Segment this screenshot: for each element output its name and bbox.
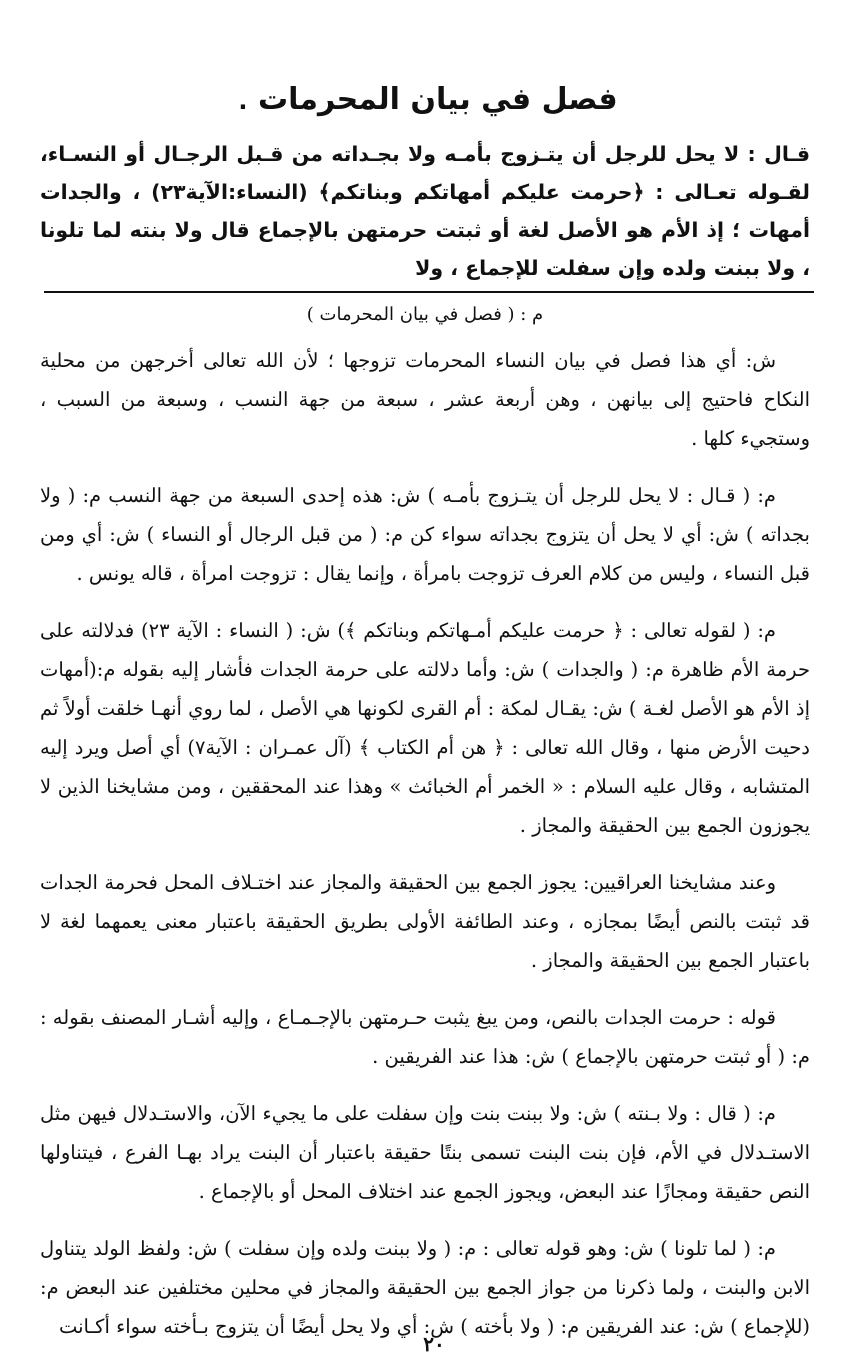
title-mark: . [238,87,248,115]
commentary-paragraph-6: م: ( قال : ولا بـنته ) ش: ولا ببنت بنت وإن سفلت على ما يجيء الآن، والاستـدلال فيهن مثل الاستـدلال في الأم، فإن بنت البنت تسمى بنتًا حقيقة باعتبار أن البنت يراد بهـا الفرع ، فيتناولها النص حقيقة ومجازًا عند البعض، ويجوز الجمع عند اختلاف المحل أو بالإجماع . [40,1102,810,1203]
commentary-paragraph-7: م: ( لما تلونا ) ش: وهو قوله تعالى : م: ( ولا ببنت ولده وإن سفلت ) ش: ولفظ الولد يتناول الابن والبنت ، ولما ذكرنا من جواز الجمع بين الحقيقة والمجاز في محلين مختلفين عند البعض م: (للإجماع ) ش: عند الفريقين م: ( ولا بأخته ) ش: أي ولا يحل أيضًا أن يتزوج بـأخته سواء أكـانت [40,1237,810,1338]
page-number: ٢٠ [423,1332,445,1356]
commentary-paragraph-4: وعند مشايخنا العراقيين: يجوز الجمع بين الحقيقة والمجاز عند اختـلاف المحل فحرمة الجدات قد ثبتت بالنص أيضًا بمجازه ، وعند الطائفة الأولى بطريق الحقيقة باعتبار معنى يعمهما لغة لا باعتبار الجمع بين الحقيقة والمجاز . [40,871,810,972]
matn-divider [44,291,814,293]
page-body [40,78,810,1364]
commentary-paragraph-5: قوله : حرمت الجدات بالنص، ومن يبغ يثبت حـرمتهن بالإجـمـاع ، وإليه أشـار المصنف بقوله : م: ( أو ثبتت حرمتهن بالإجماع ) ش: هذا عند الفريقين . [40,1006,810,1068]
commentary-subtitle: م : ( فصل في بيان المحرمات ) [306,304,544,325]
section-title [40,78,810,123]
commentary-paragraph-2: م: ( قـال : لا يحل للرجل أن يتـزوج بأمـه ) ش: هذه إحدى السبعة من جهة النسب م: ( ولا بجداته ) ش: أي لا يحل أن يتزوج بجداته سواء كن م: ( من قبل الرجال أو النساء ) ش: أي ومن قبل النساء ، وليس من كلام العرف تزوجت بامرأة ، وإنما يقال : تزوجت امرأة ، قاله يونس . [40,484,810,585]
commentary-paragraph-1: ش: أي هذا فصل في بيان النساء المحرمات تزوجها ؛ لأن الله تعالى أخرجهن من محلية النكاح فاحتيج إلى بيانهن ، وهن أربعة عشر ، سبعة من جهة النسب ، وسبعة من السبب ، وستجيء كلها . [40,349,810,450]
commentary-paragraph-3: م: ( لقوله تعالى : ﴿ حرمت عليكم أمـهاتكم وبناتكم ﴾) ش: ( النساء : الآية ٢٣) فدلالته على حرمة الأم ظاهرة م: ( والجدات ) ش: وأما دلالته على حرمة الجدات فأشار إليه بقوله م:(أمهات إذ الأم هو الأصل لغـة ) ش: يقـال لمكة : أم القرى لكونها هي الأصل ، لما روي أنهـا خلقت أولاً ثم دحيت الأرض منها ، وقال الله تعالى : ﴿ هن أم الكتاب ﴾ (آل عمـران : الآية٧) أي أصل ويرد إليه المتشابه ، وقال عليه السلام : « الخمر أم الخبائث » وهذا عند المحققين ، ومن مشايخنا الذين لا يجوزون الجمع بين الحقيقة والمجاز . [40,619,810,837]
matn-text: قـال : لا يحل للرجل أن يتـزوج بأمـه ولا بجـداته من قـبل الرجـال أو النسـاء، لقـوله تعـالى : ﴿حرمت عليكم أمهاتكم وبناتكم﴾ (النساء:الآية٢٣) ، والجدات أمهات ؛ إذ الأم هو الأصل لغة أو ثبتت حرمتهن بالإجماع قال ولا بنته لما تلونا ، ولا ببنت ولده وإن سفلت للإجماع ، ولا [40,142,811,280]
section-title-text: فصل في بيان المحرمات [257,82,618,117]
